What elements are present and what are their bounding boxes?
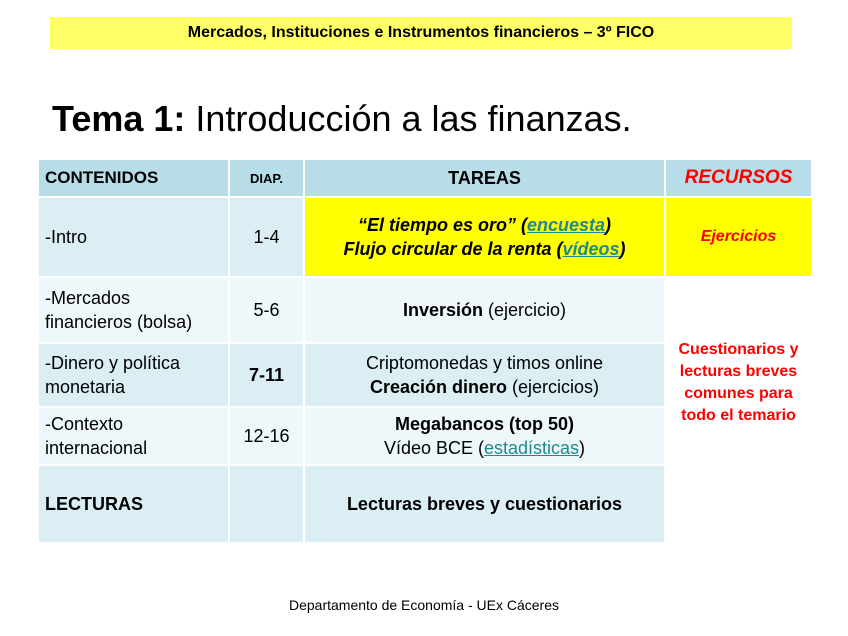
header-diap: DIAP. (229, 159, 304, 197)
row-intro-contenido: -Intro (38, 197, 229, 277)
header-contenidos: CONTENIDOS (38, 159, 229, 197)
title-topic-name: Introducción a las finanzas. (185, 98, 632, 139)
header-tareas: TAREAS (304, 159, 665, 197)
row-mercados-contenido: -Mercados financieros (bolsa) (38, 277, 229, 343)
row-contexto-diap: 12-16 (229, 407, 304, 465)
footer-department: Departamento de Economía - UEx Cáceres (288, 597, 559, 613)
row-mercados-diap: 5-6 (229, 277, 304, 343)
row-lecturas-contenido: LECTURAS (38, 465, 229, 543)
row-dinero-diap: 7-11 (229, 343, 304, 407)
table-header-row (38, 159, 812, 197)
row-lecturas-diap (229, 465, 304, 543)
tarea-tiempo-oro: “El tiempo es oro” (encuesta) (357, 215, 612, 235)
content-table (37, 158, 813, 544)
recursos-shared-text: Cuestionarios y lecturas breves comunes para todo el temario (678, 340, 799, 424)
row-mercados-tarea: Inversión (ejercicio) (304, 277, 665, 343)
row-intro-diap: 1-4 (229, 197, 304, 277)
row-dinero-tarea: Criptomonedas y timos online Creación dinero (ejercicios) (304, 343, 665, 407)
recursos-shared-cell (665, 277, 812, 543)
estadisticas-link[interactable]: estadísticas (484, 438, 580, 458)
row-intro-recurso (665, 197, 812, 277)
encuesta-link[interactable]: encuesta (526, 215, 606, 235)
title-topic-number: Tema 1: (52, 98, 186, 139)
row-dinero-contenido: -Dinero y política monetaria (38, 343, 229, 407)
table-row (38, 197, 812, 277)
row-contexto-contenido: -Contexto internacional (38, 407, 229, 465)
course-banner: Mercados, Instituciones e Instrumentos financieros – 3º FICO (50, 17, 792, 49)
tarea-flujo-circular: Flujo circular de la renta (vídeos) (343, 239, 626, 259)
page-title (52, 95, 632, 143)
row-contexto-tarea: Megabancos (top 50) Vídeo BCE (estadísticas) (304, 407, 665, 465)
videos-link[interactable]: vídeos (562, 239, 620, 259)
table-row (38, 277, 812, 343)
ejercicios-label: Ejercicios (700, 228, 777, 245)
row-intro-tarea (304, 197, 665, 277)
header-recursos: RECURSOS (665, 159, 812, 197)
row-lecturas-tarea: Lecturas breves y cuestionarios (304, 465, 665, 543)
